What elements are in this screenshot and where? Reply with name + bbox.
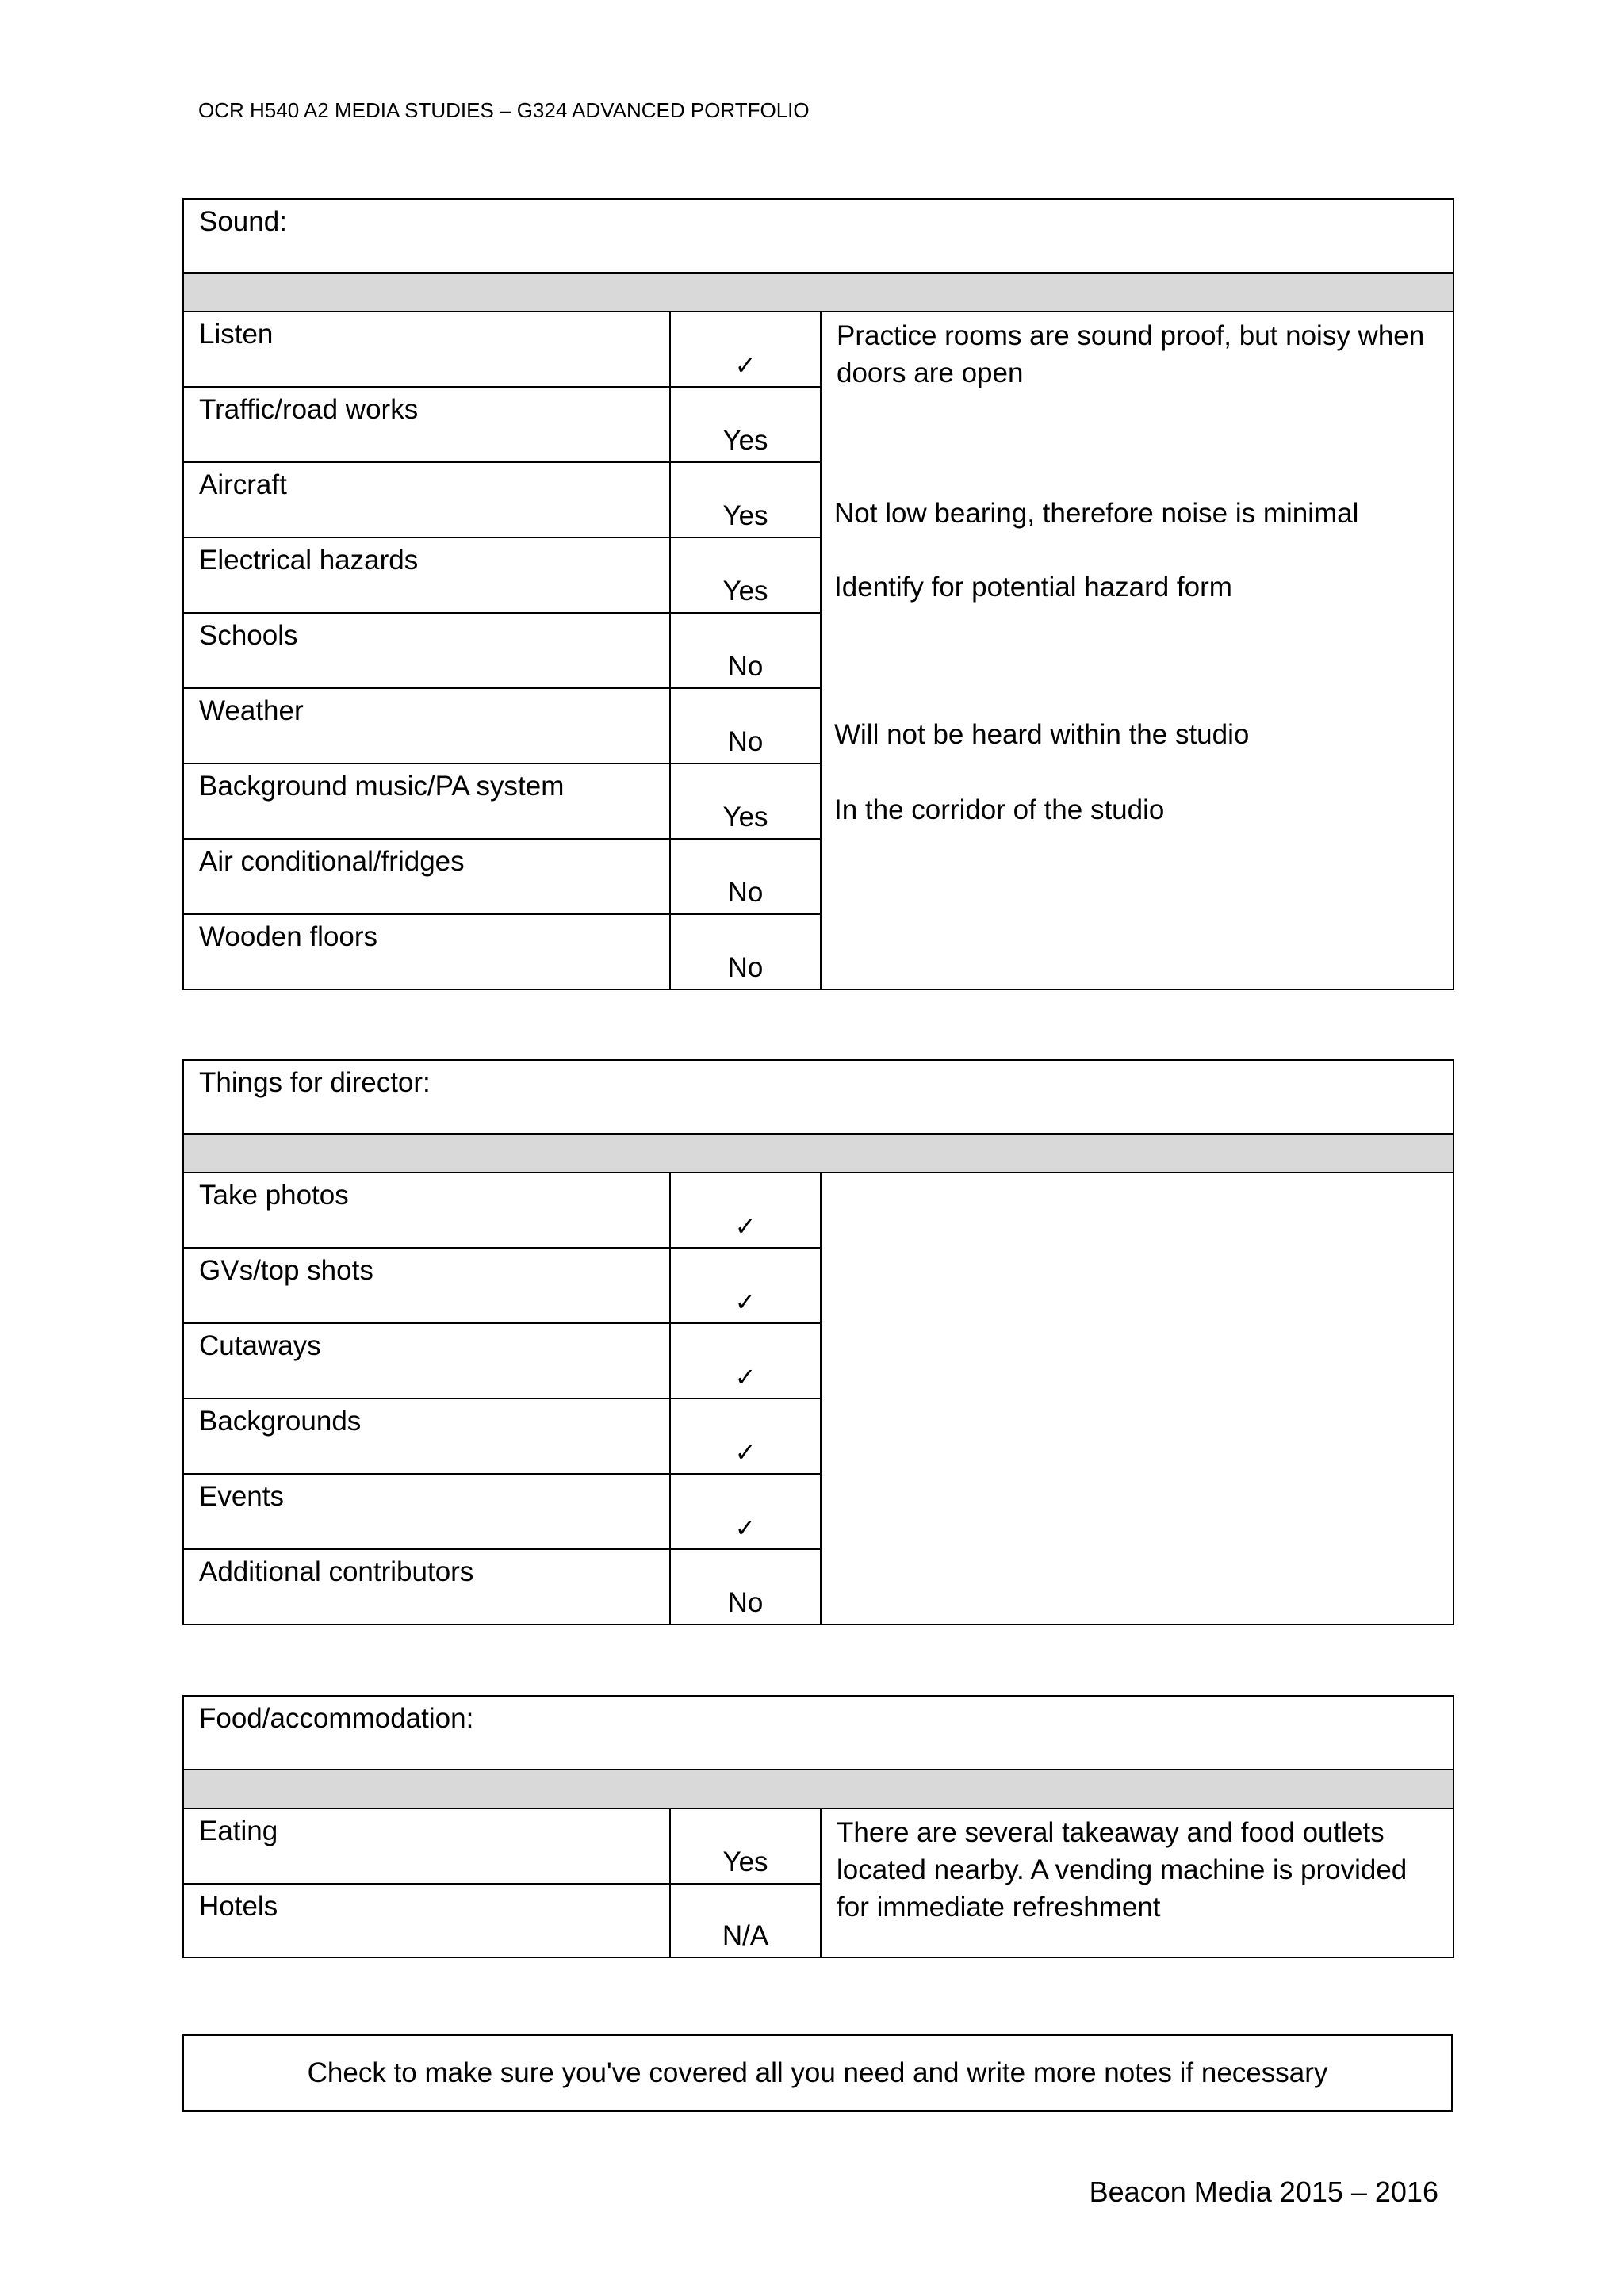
row-value: No — [670, 1549, 821, 1624]
row-value — [670, 1173, 821, 1248]
row-label: Take photos — [183, 1173, 670, 1248]
document-footer: Beacon Media 2015 – 2016 — [1089, 2175, 1438, 2208]
row-value — [670, 1474, 821, 1549]
row-value: No — [670, 613, 821, 688]
sound-note-4: Will not be heard within the studio — [834, 719, 1250, 750]
row-value — [670, 1248, 821, 1323]
table-row — [183, 312, 1454, 387]
sound-title: Sound: — [183, 199, 1454, 273]
director-notes — [821, 1173, 1454, 1624]
sound-notes — [821, 312, 1454, 989]
food-title: Food/accommodation: — [183, 1696, 1454, 1770]
check-icon: ✓ — [734, 1287, 756, 1317]
row-value: Yes — [670, 538, 821, 613]
row-label: Additional contributors — [183, 1549, 670, 1624]
director-title: Things for director: — [183, 1060, 1454, 1134]
row-value: Yes — [670, 763, 821, 839]
check-notes-text: Check to make sure you've covered all you need and write more notes if necessary — [307, 2057, 1328, 2088]
row-value — [670, 1399, 821, 1474]
row-value: Yes — [670, 387, 821, 462]
sound-note-3: Identify for potential hazard form — [834, 572, 1232, 603]
row-label: Eating — [183, 1808, 670, 1884]
food-grey-band — [183, 1770, 1454, 1808]
row-label: Listen — [183, 312, 670, 387]
row-label: Electrical hazards — [183, 538, 670, 613]
check-icon: ✓ — [734, 1211, 756, 1242]
row-label: Traffic/road works — [183, 387, 670, 462]
check-icon: ✓ — [734, 1362, 756, 1392]
sound-note-1: Practice rooms are sound proof, but noisy when doors are open — [837, 320, 1425, 388]
row-label: Wooden floors — [183, 914, 670, 989]
sound-note-5: In the corridor of the studio — [834, 794, 1165, 825]
table-row — [183, 1808, 1454, 1884]
row-value: N/A — [670, 1884, 821, 1957]
food-table — [182, 1695, 1454, 1958]
row-label: Events — [183, 1474, 670, 1549]
row-label: Aircraft — [183, 462, 670, 538]
sound-note-2: Not low bearing, therefore noise is minimal — [834, 498, 1359, 529]
row-label: Background music/PA system — [183, 763, 670, 839]
row-label: GVs/top shots — [183, 1248, 670, 1323]
row-value: No — [670, 914, 821, 989]
table-row — [183, 1173, 1454, 1248]
row-value — [670, 312, 821, 387]
row-label: Cutaways — [183, 1323, 670, 1399]
row-value: No — [670, 839, 821, 914]
row-label: Hotels — [183, 1884, 670, 1957]
row-value: No — [670, 688, 821, 763]
sound-grey-band — [183, 273, 1454, 312]
document-header: OCR H540 A2 MEDIA STUDIES – G324 ADVANCED PORTFOLIO — [198, 98, 810, 122]
row-label: Air conditional/fridges — [183, 839, 670, 914]
check-icon: ✓ — [734, 1437, 756, 1468]
row-value: Yes — [670, 1808, 821, 1884]
row-label: Weather — [183, 688, 670, 763]
row-value: Yes — [670, 462, 821, 538]
check-icon: ✓ — [734, 350, 756, 381]
check-notes-box — [182, 2034, 1453, 2112]
row-value — [670, 1323, 821, 1399]
check-icon: ✓ — [734, 1513, 756, 1543]
director-grey-band — [183, 1134, 1454, 1173]
row-label: Backgrounds — [183, 1399, 670, 1474]
sound-table — [182, 198, 1454, 990]
food-notes: There are several takeaway and food outlets located nearby. A vending machine is provided for immediate refreshment — [821, 1808, 1454, 1957]
director-table — [182, 1059, 1454, 1625]
row-label: Schools — [183, 613, 670, 688]
